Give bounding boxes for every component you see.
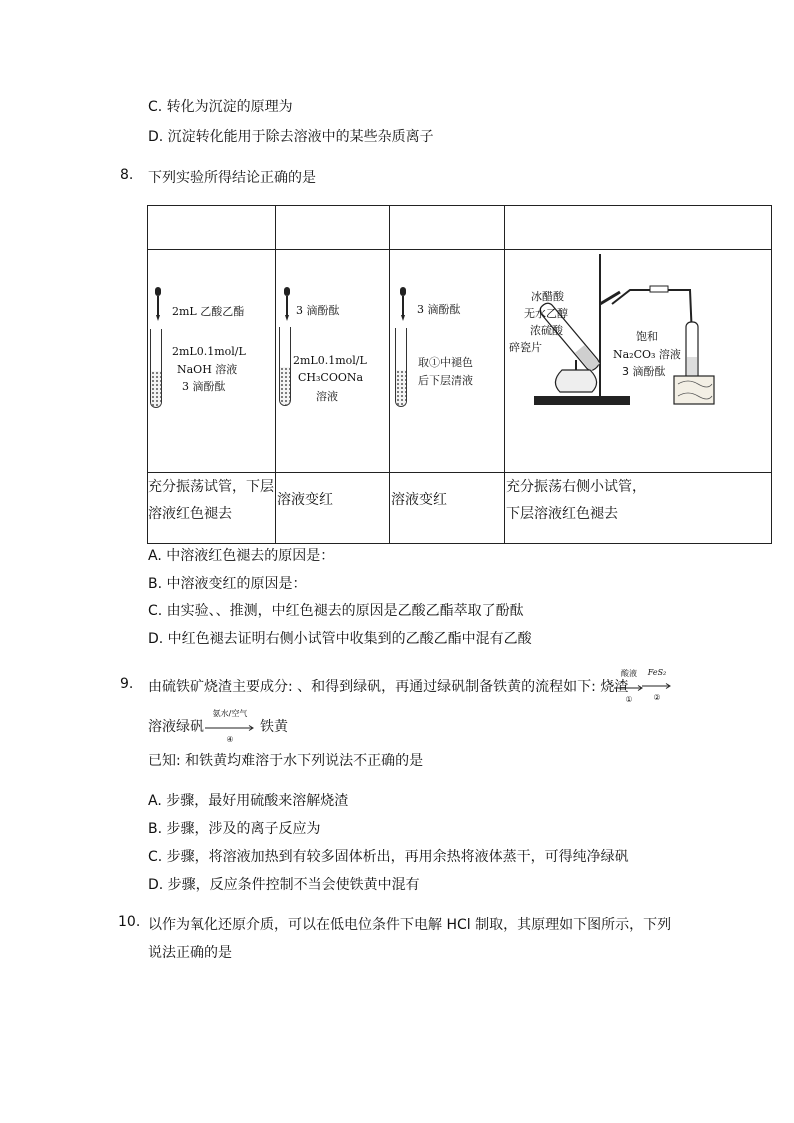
q8-option-c: C. 由实验、、推测，中红色褪去的原因是乙酸乙酯萃取了酚酞 [148, 603, 524, 619]
q8-number: 8. [120, 167, 134, 183]
arrow1-step: ① [625, 695, 633, 704]
arrow3-reagent: 氨水/空气 [212, 709, 248, 718]
right-arrow-icon [642, 683, 672, 689]
right-arrow-icon [614, 685, 644, 691]
col2-label-1: 3 滴酚酞 [296, 304, 340, 317]
q8-stem: 下列实验所得结论正确的是 [148, 170, 316, 186]
test-tube-icon [150, 329, 162, 408]
q10-number: 10. [118, 914, 141, 930]
q8-option-d: D. 中红色褪去证明右侧小试管中收集到的乙酸乙酯中混有乙酸 [148, 631, 532, 647]
col2-label-2: 2mL0.1mol/L [293, 354, 367, 367]
col4-label-1: 冰醋酸 [531, 290, 564, 303]
flow-arrow-3 [205, 708, 255, 744]
col2-result: 溶液变红 [277, 492, 333, 508]
arrow2-reagent: FeS₂ [647, 668, 667, 677]
col1-label-2: 2mL0.1mol/L [172, 345, 246, 358]
q9-number: 9. [120, 676, 134, 692]
q8-option-a: A. 中溶液红色褪去的原因是： [148, 548, 335, 564]
col4-result-line2: 下层溶液红色褪去 [506, 506, 618, 522]
q9-option-c: C. 步骤，将溶液加热到有较多固体析出，再用余热将液体蒸干，可得纯净绿矾 [148, 849, 629, 865]
col3-label-2: 取①中褪色 [418, 356, 473, 369]
col3-result: 溶液变红 [391, 492, 447, 508]
col4-label-7: 3 滴酚酞 [622, 365, 666, 378]
col4-label-5: 饱和 [636, 330, 658, 343]
dropper-icon [152, 287, 164, 321]
flow-arrow-1 [614, 668, 644, 704]
col4-label-4: 碎瓷片 [509, 341, 542, 354]
q9-option-d: D. 步骤，反应条件控制不当会使铁黄中混有 [148, 877, 420, 893]
flow-arrow-2 [642, 668, 672, 702]
q10-stem-line1: 以作为氧化还原介质，可以在低电位条件下电解 HCl 制取，其原理如下图所示，下列 [148, 917, 672, 933]
q9-option-b: B. 步骤，涉及的离子反应为 [148, 821, 321, 837]
col3-label-1: 3 滴酚酞 [417, 303, 461, 316]
q9-line2-b: 铁黄 [260, 719, 288, 735]
q9-known: 已知: 和铁黄均难溶于水下列说法不正确的是 [148, 753, 424, 769]
col3-label-3: 后下层清液 [418, 374, 473, 387]
col1-label-4: 3 滴酚酞 [182, 380, 226, 393]
col2-label-3: CH₃COONa [298, 371, 364, 384]
col4-result-line1: 充分振荡右侧小试管， [506, 479, 646, 495]
col2-label-4: 溶液 [316, 390, 338, 403]
arrow2-step: ② [653, 693, 661, 702]
col4-label-6: Na₂CO₃ 溶液 [613, 348, 681, 361]
right-arrow-icon [205, 725, 255, 731]
col4-label-3: 浓硫酸 [530, 324, 563, 337]
col1-result-line2: 溶液红色褪去 [148, 506, 232, 522]
q9-line2-a: 溶液绿矾 [148, 719, 204, 735]
test-tube-icon [395, 328, 407, 407]
dropper-icon [281, 287, 293, 321]
col4-label-2: 无水乙醇 [524, 307, 568, 320]
dropper-icon [397, 287, 409, 321]
arrow1-reagent: 酸液 [621, 669, 637, 678]
option-d-top: D. 沉淀转化能用于除去溶液中的某些杂质离子 [148, 129, 434, 145]
q9-stem: 由硫铁矿烧渣主要成分: 、和得到绿矾，再通过绿矾制备铁黄的流程如下: 烧渣 [148, 679, 629, 695]
option-c-top: C. 转化为沉淀的原理为 [148, 99, 293, 115]
arrow3-step: ④ [226, 735, 234, 744]
q10-stem-line2: 说法正确的是 [148, 945, 232, 961]
col1-label-3: NaOH 溶液 [177, 363, 238, 376]
col1-result-line1: 充分振荡试管，下层 [148, 479, 274, 495]
test-tube-icon [279, 327, 291, 406]
q8-option-b: B. 中溶液变红的原因是： [148, 576, 307, 592]
col1-label-1: 2mL 乙酸乙酯 [172, 305, 245, 318]
q9-option-a: A. 步骤，最好用硫酸来溶解烧渣 [148, 793, 349, 809]
